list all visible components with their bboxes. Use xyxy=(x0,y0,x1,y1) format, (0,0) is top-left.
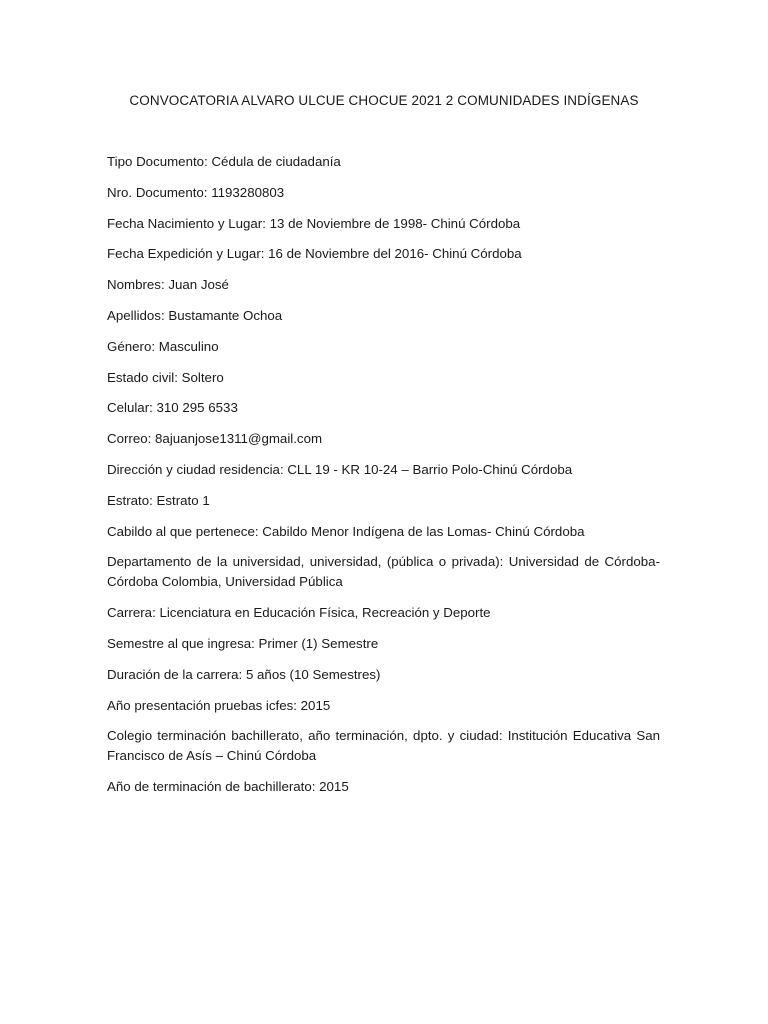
field-direccion: Dirección y ciudad residencia: CLL 19 - KR 10-24 – Barrio Polo-Chinú Córdoba xyxy=(107,461,573,477)
field-celular: Celular: 310 295 6533 xyxy=(107,400,238,416)
field-nro-documento: Nro. Documento: 1193280803 xyxy=(107,184,285,200)
field-pruebas-icfes: Año presentación pruebas icfes: 2015 xyxy=(107,697,331,713)
field-carrera: Carrera: Licenciatura en Educación Física, Recreación y Deporte xyxy=(107,605,491,621)
field-genero: Género: Masculino xyxy=(107,338,219,354)
field-correo: Correo: 8ajuanjose1311@gmail.com xyxy=(107,431,323,447)
document-title: CONVOCATORIA ALVARO ULCUE CHOCUE 2021 2 COMUNIDADES INDÍGENAS xyxy=(129,93,639,108)
field-cabildo: Cabildo al que pertenece: Cabildo Menor Indígena de las Lomas- Chinú Córdoba xyxy=(107,523,585,539)
field-list xyxy=(107,152,660,808)
field-estrato: Estrato: Estrato 1 xyxy=(107,492,210,508)
field-semestre: Semestre al que ingresa: Primer (1) Semestre xyxy=(107,635,379,651)
field-apellidos: Apellidos: Bustamante Ochoa xyxy=(107,307,283,323)
field-tipo-documento: Tipo Documento: Cédula de ciudadanía xyxy=(107,154,341,169)
field-ano-bachillerato: Año de terminación de bachillerato: 2015 xyxy=(107,779,349,795)
field-fecha-expedicion: Fecha Expedición y Lugar: 16 de Noviembre del 2016- Chinú Córdoba xyxy=(107,246,522,262)
field-colegio: Colegio terminación bachillerato, año terminación, dpto. y ciudad: Institución Educativa San Francisco de Asís – Chinú Córdoba xyxy=(107,728,660,764)
field-estado-civil: Estado civil: Soltero xyxy=(107,369,224,385)
field-departamento-universidad: Departamento de la universidad, universidad, (pública o privada): Universidad de Córdoba- Córdoba Colombia, Universidad Pública xyxy=(107,554,660,590)
field-fecha-nacimiento: Fecha Nacimiento y Lugar: 13 de Noviembre de 1998- Chinú Córdoba xyxy=(107,215,521,231)
field-nombres: Nombres: Juan José xyxy=(107,277,229,293)
field-duracion: Duración de la carrera: 5 años (10 Semestres) xyxy=(107,666,381,682)
